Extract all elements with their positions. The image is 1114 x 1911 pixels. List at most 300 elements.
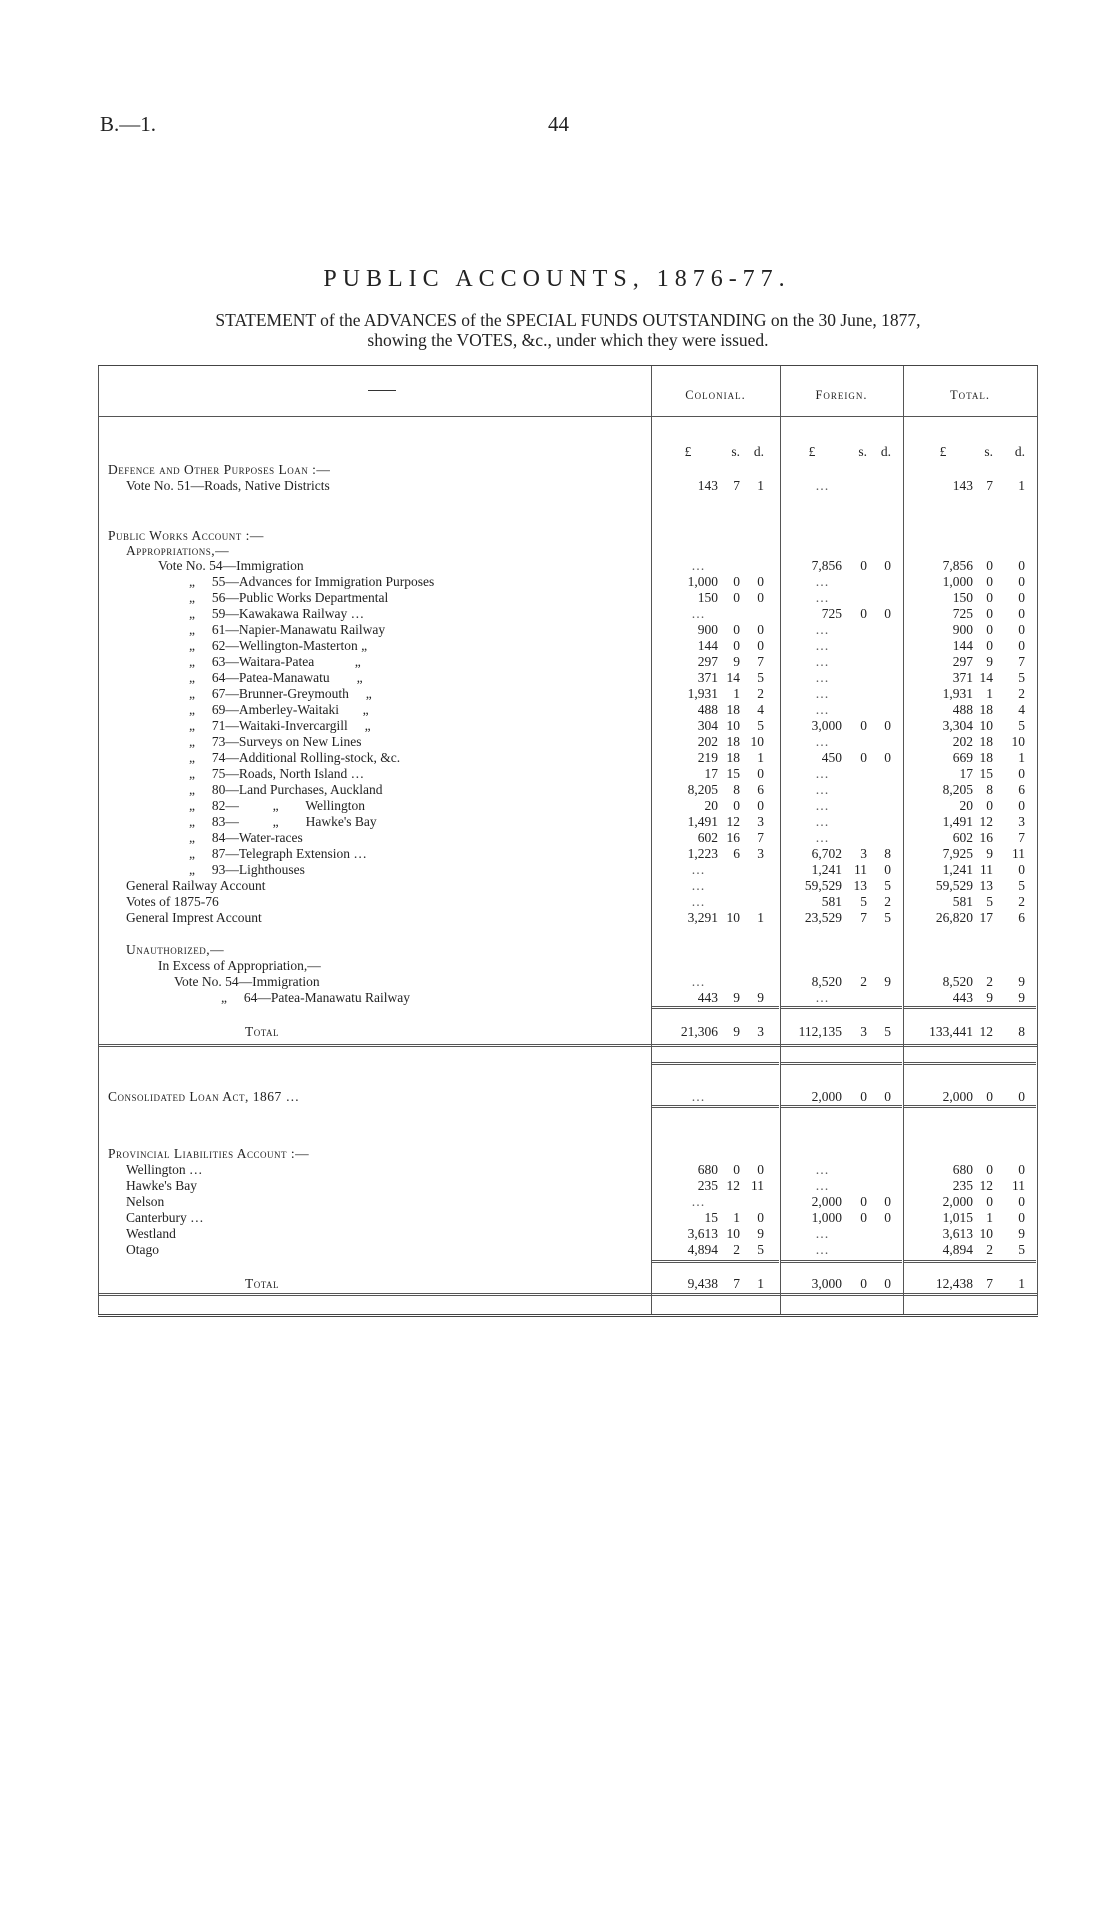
table-row (98, 606, 1038, 622)
foreign-nil: … (815, 1242, 829, 1257)
colonial-pence: 4 (757, 702, 764, 717)
total-pence: 0 (1018, 558, 1025, 573)
colonial-pounds: 17 (704, 766, 718, 781)
colonial-pounds: 235 (697, 1178, 718, 1193)
row-label: „ 71—Waitaki-Invercargill „ (189, 718, 371, 733)
row-label: „ 73—Surveys on New Lines (189, 734, 362, 749)
table-row (98, 830, 1038, 846)
foreign-pence: 8 (884, 846, 891, 861)
total-shillings: 16 (979, 830, 993, 845)
table-row (98, 1226, 1038, 1242)
total-pence: 5 (1018, 878, 1025, 893)
column-header-total: Total. (949, 388, 991, 402)
total-shillings: 15 (979, 766, 993, 781)
foreign-shilling-unit: s. (858, 444, 867, 459)
foreign-pence: 0 (884, 1194, 891, 1209)
total-pounds: 59,529 (935, 878, 973, 893)
foreign-pence: 0 (884, 718, 891, 733)
colonial-pounds: 15 (704, 1210, 718, 1225)
total-rule (99, 1044, 1037, 1047)
foreign-pence: 0 (884, 862, 891, 877)
colonial-nil: … (691, 878, 705, 893)
table-row (98, 670, 1038, 686)
total-pounds: 900 (952, 622, 973, 637)
statement-table (98, 365, 1038, 1317)
total-shillings: 10 (979, 1226, 993, 1241)
row-label: „ 56—Public Works Departmental (189, 590, 389, 605)
total-pence: 0 (1018, 574, 1025, 589)
row-label: Appropriations,— (126, 543, 230, 558)
row-label: Votes of 1875-76 (126, 894, 219, 909)
colonial-pence: 1 (757, 750, 764, 765)
foreign-pence: 9 (884, 974, 891, 989)
table-row (98, 958, 1038, 974)
table-row (98, 878, 1038, 894)
table-row (98, 798, 1038, 814)
foreign-nil: … (815, 590, 829, 605)
total-shillings: 12 (979, 1178, 993, 1193)
row-label: „ 84—Water-races (189, 830, 303, 845)
colonial-pence: 3 (757, 814, 764, 829)
blank-column-dash (368, 390, 396, 391)
colonial-shillings: 0 (733, 798, 740, 813)
foreign-shillings: 0 (860, 750, 867, 765)
total-shillings: 2 (986, 1242, 993, 1257)
colonial-pence: 1 (757, 478, 764, 493)
total-pence: 0 (1018, 862, 1025, 877)
foreign-nil: … (815, 622, 829, 637)
foreign-shillings: 13 (853, 878, 867, 893)
total-pence: 0 (1018, 590, 1025, 605)
sum-rule (652, 1062, 779, 1065)
row-label: „ 83— „ Hawke's Bay (189, 814, 377, 829)
total-pence: 2 (1018, 894, 1025, 909)
total-pence: 10 (1011, 734, 1025, 749)
table-row (98, 1146, 1038, 1162)
foreign-pounds: 450 (821, 750, 842, 765)
total-pence: 3 (1018, 814, 1025, 829)
colonial-shillings: 0 (733, 1162, 740, 1177)
total-pence: 0 (1018, 622, 1025, 637)
foreign-nil: … (815, 654, 829, 669)
total-shillings: 11 (980, 862, 993, 877)
total-shillings: 9 (986, 846, 993, 861)
foreign-shillings: 11 (854, 862, 867, 877)
total-shillings: 0 (986, 574, 993, 589)
foreign-nil: … (815, 782, 829, 797)
colonial-pence: 5 (757, 718, 764, 733)
foreign-pence: 5 (884, 1024, 891, 1039)
total-pence: 9 (1018, 974, 1025, 989)
total-shillings: 10 (979, 718, 993, 733)
total-pounds: 2,000 (942, 1089, 973, 1104)
total-pound-unit: £ (939, 444, 947, 459)
total-pence: 7 (1018, 654, 1025, 669)
total-pounds: 150 (952, 590, 973, 605)
total-shillings: 7 (986, 1276, 993, 1291)
row-label: General Imprest Account (126, 910, 262, 925)
colonial-pounds: 202 (697, 734, 718, 749)
total-pounds: 144 (952, 638, 973, 653)
total-pence: 1 (1018, 478, 1025, 493)
foreign-nil: … (815, 686, 829, 701)
row-label: Nelson (126, 1194, 165, 1209)
foreign-nil: … (815, 478, 829, 493)
row-label: Unauthorized,— (126, 942, 225, 957)
colonial-pounds: 3,291 (687, 910, 718, 925)
colonial-pence: 0 (757, 638, 764, 653)
colonial-pence: 7 (757, 654, 764, 669)
total-shillings: 12 (979, 814, 993, 829)
total-pence: 5 (1018, 670, 1025, 685)
total-pounds: 3,304 (942, 718, 973, 733)
total-pence: 2 (1018, 686, 1025, 701)
total-shillings: 0 (986, 1162, 993, 1177)
colonial-pence: 6 (757, 782, 764, 797)
sum-rule (652, 1006, 779, 1009)
colonial-pence: 5 (757, 1242, 764, 1257)
table-row (98, 894, 1038, 910)
foreign-pence: 0 (884, 1276, 891, 1291)
total-pence: 6 (1018, 782, 1025, 797)
foreign-nil: … (815, 574, 829, 589)
foreign-pence: 0 (884, 1089, 891, 1104)
sum-rule (781, 1105, 902, 1108)
colonial-shillings: 12 (726, 814, 740, 829)
foreign-nil: … (815, 638, 829, 653)
foreign-pounds: 23,529 (804, 910, 842, 925)
total-shillings: 0 (986, 558, 993, 573)
foreign-pence: 0 (884, 750, 891, 765)
total-shillings: 0 (986, 1089, 993, 1104)
row-label: Public Works Account :— (108, 528, 264, 543)
foreign-pence-unit: d. (880, 444, 891, 459)
foreign-pence: 2 (884, 894, 891, 909)
colonial-pence: 3 (757, 1024, 764, 1039)
page-number: 44 (548, 112, 569, 136)
total-pounds: 1,241 (942, 862, 973, 877)
row-label: Otago (126, 1242, 159, 1257)
total-shillings: 9 (986, 990, 993, 1005)
foreign-nil: … (815, 766, 829, 781)
sum-rule (904, 1260, 1036, 1263)
table-row (98, 1194, 1038, 1210)
total-shillings: 18 (979, 750, 993, 765)
colonial-pounds: 900 (697, 622, 718, 637)
table-row (98, 543, 1038, 559)
colonial-nil: … (691, 1089, 705, 1104)
colonial-pounds: 443 (697, 990, 718, 1005)
foreign-shillings: 0 (860, 1276, 867, 1291)
colonial-pence: 0 (757, 1210, 764, 1225)
colonial-pounds: 144 (697, 638, 718, 653)
total-pounds: 143 (952, 478, 973, 493)
table-row (98, 444, 1038, 460)
table-row (98, 990, 1038, 1006)
row-label: „ 69—Amberley-Waitaki „ (189, 702, 369, 717)
colonial-pence: 0 (757, 798, 764, 813)
colonial-shillings: 9 (733, 654, 740, 669)
foreign-shillings: 3 (860, 846, 867, 861)
row-label: „ 64—Patea-Manawatu „ (189, 670, 363, 685)
total-pence: 0 (1018, 1089, 1025, 1104)
row-label: „ 64—Patea-Manawatu Railway (221, 990, 410, 1005)
table-row (98, 1089, 1038, 1105)
colonial-pounds: 1,931 (687, 686, 718, 701)
row-label: „ 62—Wellington-Masterton „ (189, 638, 368, 653)
subtitle-line-1: STATEMENT of the ADVANCES of the SPECIAL FUNDS OUTSTANDING on the 30 June, 1877, (215, 310, 921, 330)
column-header-colonial: Colonial. (685, 388, 746, 402)
table-row (98, 910, 1038, 926)
colonial-pounds: 680 (697, 1162, 718, 1177)
colonial-pence-unit: d. (753, 444, 764, 459)
sum-rule (904, 1105, 1036, 1108)
total-pounds: 2,000 (942, 1194, 973, 1209)
total-pence: 5 (1018, 1242, 1025, 1257)
foreign-pounds: 8,520 (811, 974, 842, 989)
colonial-shillings: 18 (726, 734, 740, 749)
table-row (98, 974, 1038, 990)
total-pounds: 680 (952, 1162, 973, 1177)
colonial-shillings: 0 (733, 622, 740, 637)
colonial-pounds: 219 (697, 750, 718, 765)
foreign-shillings: 0 (860, 1210, 867, 1225)
foreign-nil: … (815, 798, 829, 813)
row-label: „ 82— „ Wellington (189, 798, 366, 813)
sum-rule (781, 1062, 902, 1065)
colonial-nil: … (691, 974, 705, 989)
row-label: Westland (126, 1226, 176, 1241)
total-pence: 0 (1018, 606, 1025, 621)
total-pounds: 581 (952, 894, 973, 909)
table-row (98, 654, 1038, 670)
colonial-shillings: 9 (733, 990, 740, 1005)
table-row (98, 782, 1038, 798)
colonial-pounds: 21,306 (680, 1024, 718, 1039)
total-pounds: 443 (952, 990, 973, 1005)
total-pounds: 1,491 (942, 814, 973, 829)
colonial-pounds: 150 (697, 590, 718, 605)
colonial-pence: 0 (757, 1162, 764, 1177)
total-pence: 11 (1012, 1178, 1025, 1193)
foreign-shillings: 2 (860, 974, 867, 989)
row-label: Defence and Other Purposes Loan :— (108, 462, 331, 477)
foreign-pounds: 2,000 (811, 1089, 842, 1104)
total-pounds: 17 (959, 766, 973, 781)
colonial-pence: 10 (750, 734, 764, 749)
table-row (98, 702, 1038, 718)
row-label: „ 67—Brunner-Greymouth „ (189, 686, 372, 701)
row-label: „ 93—Lighthouses (189, 862, 305, 877)
total-pence-unit: d. (1014, 444, 1025, 459)
colonial-pounds: 3,613 (687, 1226, 718, 1241)
row-label: Provincial Liabilities Account :— (108, 1146, 310, 1161)
table-row (98, 862, 1038, 878)
colonial-pence: 9 (757, 990, 764, 1005)
row-label: Vote No. 51—Roads, Native Districts (126, 478, 330, 493)
total-pounds: 669 (952, 750, 973, 765)
foreign-pence: 0 (884, 606, 891, 621)
total-pounds: 1,931 (942, 686, 973, 701)
row-label: „ 80—Land Purchases, Auckland (189, 782, 383, 797)
table-row (98, 718, 1038, 734)
table-row (98, 1178, 1038, 1194)
page-code: B.—1. (100, 112, 157, 136)
sum-rule (904, 1062, 1036, 1065)
table-row (98, 574, 1038, 590)
colonial-shillings: 2 (733, 1242, 740, 1257)
colonial-pounds: 9,438 (687, 1276, 718, 1291)
subtitle (98, 310, 1038, 350)
total-pounds: 602 (952, 830, 973, 845)
sum-rule (652, 1260, 779, 1263)
colonial-pounds: 8,205 (687, 782, 718, 797)
foreign-pounds: 1,241 (811, 862, 842, 877)
table-row (98, 478, 1038, 494)
colonial-shillings: 16 (726, 830, 740, 845)
total-pounds: 7,856 (942, 558, 973, 573)
foreign-nil: … (815, 830, 829, 845)
table-row (98, 734, 1038, 750)
total-pence: 0 (1018, 1194, 1025, 1209)
row-label: General Railway Account (126, 878, 266, 893)
total-pence: 9 (1018, 990, 1025, 1005)
total-shillings: 13 (979, 878, 993, 893)
foreign-pounds: 112,135 (798, 1024, 842, 1039)
total-pence: 1 (1018, 1276, 1025, 1291)
colonial-shillings: 10 (726, 1226, 740, 1241)
total-pence: 11 (1012, 846, 1025, 861)
colonial-shillings: 12 (726, 1178, 740, 1193)
colonial-pounds: 304 (697, 718, 718, 733)
foreign-nil: … (815, 670, 829, 685)
foreign-pounds: 7,856 (811, 558, 842, 573)
foreign-nil: … (815, 1226, 829, 1241)
colonial-pounds: 297 (697, 654, 718, 669)
table-row (98, 462, 1038, 478)
colonial-pounds: 20 (704, 798, 718, 813)
row-label: „ 61—Napier-Manawatu Railway (189, 622, 386, 637)
total-shillings: 12 (979, 1024, 993, 1039)
total-pounds: 8,205 (942, 782, 973, 797)
colonial-pence: 5 (757, 670, 764, 685)
table-row (98, 558, 1038, 574)
colonial-pence: 0 (757, 622, 764, 637)
colonial-shillings: 1 (733, 1210, 740, 1225)
total-pence: 4 (1018, 702, 1025, 717)
table-row (98, 766, 1038, 782)
page-title: PUBLIC ACCOUNTS, 1876-77. (323, 266, 791, 292)
colonial-pounds: 1,491 (687, 814, 718, 829)
colonial-shillings: 14 (726, 670, 740, 685)
colonial-pounds: 488 (697, 702, 718, 717)
colonial-pence: 0 (757, 574, 764, 589)
foreign-shillings: 0 (860, 1089, 867, 1104)
table-row (98, 528, 1038, 544)
row-label: Canterbury … (126, 1210, 204, 1225)
colonial-pence: 7 (757, 830, 764, 845)
row-label: Consolidated Loan Act, 1867 … (108, 1089, 300, 1104)
foreign-shillings: 5 (860, 894, 867, 909)
foreign-pence: 0 (884, 1210, 891, 1225)
total-shillings: 0 (986, 606, 993, 621)
row-label: Hawke's Bay (126, 1178, 198, 1193)
total-pence: 0 (1018, 1162, 1025, 1177)
table-row (98, 750, 1038, 766)
row-label: In Excess of Appropriation,— (158, 958, 321, 973)
table-row (98, 1024, 1038, 1040)
header-rule (98, 416, 1038, 417)
colonial-shillings: 0 (733, 590, 740, 605)
total-shillings: 1 (986, 1210, 993, 1225)
foreign-pounds: 1,000 (811, 1210, 842, 1225)
foreign-nil: … (815, 1162, 829, 1177)
row-label: „ 87—Telegraph Extension … (189, 846, 367, 861)
colonial-pence: 11 (751, 1178, 764, 1193)
colonial-pence: 0 (757, 590, 764, 605)
table-row (98, 590, 1038, 606)
total-pounds: 133,441 (929, 1024, 973, 1039)
colonial-shillings: 0 (733, 574, 740, 589)
row-label: Vote No. 54—Immigration (158, 558, 304, 573)
foreign-shillings: 0 (860, 718, 867, 733)
total-shillings: 0 (986, 590, 993, 605)
foreign-pence: 5 (884, 910, 891, 925)
foreign-nil: … (815, 1178, 829, 1193)
total-pounds: 12,438 (935, 1276, 973, 1291)
total-pounds: 20 (959, 798, 973, 813)
total-pence: 9 (1018, 1226, 1025, 1241)
row-label: „ 63—Waitara-Patea „ (189, 654, 361, 669)
row-label: Total (245, 1276, 280, 1291)
total-pence: 0 (1018, 638, 1025, 653)
colonial-shillings: 1 (733, 686, 740, 701)
total-pounds: 371 (952, 670, 973, 685)
foreign-pence: 5 (884, 878, 891, 893)
total-pounds: 1,015 (942, 1210, 973, 1225)
total-shilling-unit: s. (984, 444, 993, 459)
total-shillings: 18 (979, 702, 993, 717)
sum-rule (781, 1260, 902, 1263)
total-pounds: 3,613 (942, 1226, 973, 1241)
total-rule (99, 1293, 1037, 1296)
foreign-nil: … (815, 814, 829, 829)
row-label: „ 55—Advances for Immigration Purposes (189, 574, 435, 589)
table-row (98, 1276, 1038, 1292)
foreign-pound-unit: £ (808, 444, 816, 459)
colonial-shillings: 18 (726, 702, 740, 717)
colonial-shillings: 6 (733, 846, 740, 861)
foreign-pounds: 59,529 (804, 878, 842, 893)
total-pounds: 488 (952, 702, 973, 717)
colonial-nil: … (691, 606, 705, 621)
table-row (98, 1162, 1038, 1178)
row-label: „ 74—Additional Rolling-stock, &c. (189, 750, 401, 765)
colonial-nil: … (691, 1194, 705, 1209)
total-shillings: 1 (986, 686, 993, 701)
total-pence: 0 (1018, 1210, 1025, 1225)
total-pounds: 297 (952, 654, 973, 669)
total-pounds: 26,820 (935, 910, 973, 925)
total-shillings: 0 (986, 1194, 993, 1209)
colonial-shillings: 15 (726, 766, 740, 781)
row-label: „ 59—Kawakawa Railway … (189, 606, 365, 621)
colonial-nil: … (691, 862, 705, 877)
total-pence: 8 (1018, 1024, 1025, 1039)
colonial-shillings: 7 (733, 1276, 740, 1291)
colonial-pence: 0 (757, 766, 764, 781)
foreign-shillings: 0 (860, 558, 867, 573)
